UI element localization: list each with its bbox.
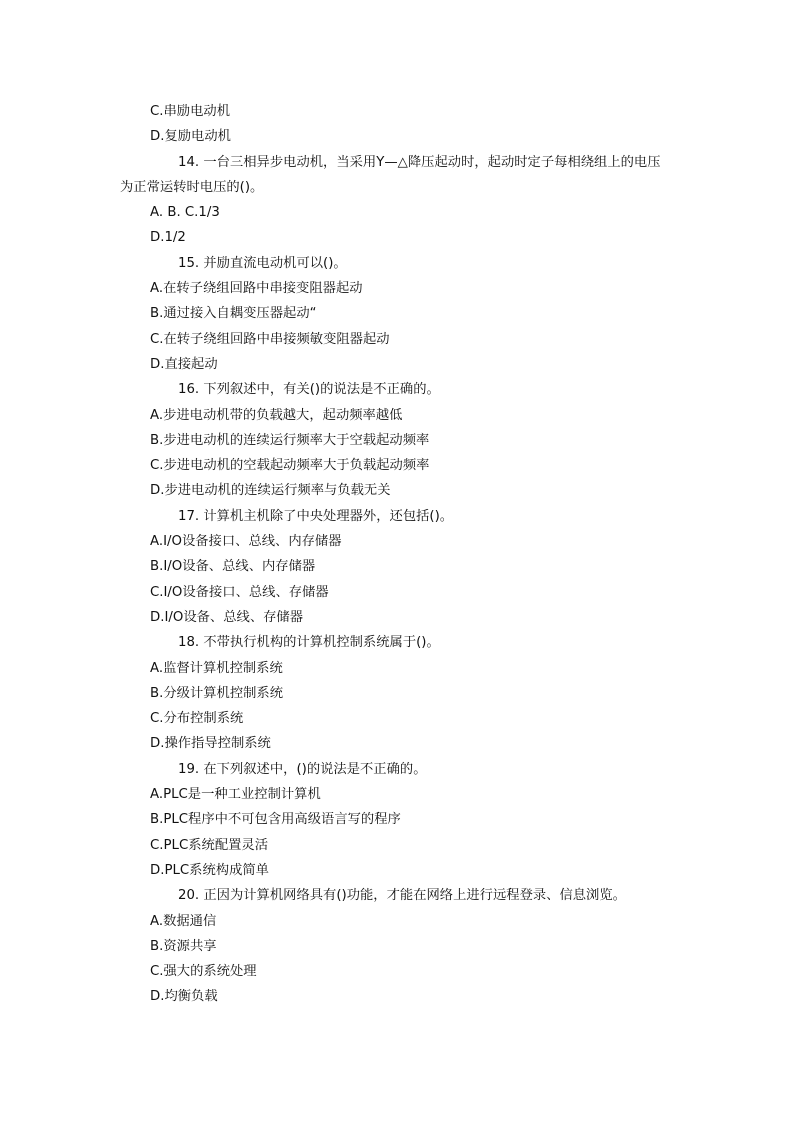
answer-option: D.步进电动机的连续运行频率与负载无关 [150,483,391,499]
question-text: 16. 下列叙述中，有关()的说法是不正确的。 [178,382,440,398]
answer-option: C.PLC系统配置灵活 [150,837,269,853]
answer-option: A.PLC是一种工业控制计算机 [150,787,321,803]
answer-option: A.监督计算机控制系统 [150,660,283,676]
answer-option: A.在转子绕组回路中串接变阻器起动 [150,281,363,297]
answer-option: B.I/O设备、总线、内存储器 [150,559,316,575]
answer-option: D.操作指导控制系统 [150,736,271,752]
question-text-continued: 为正常运转时电压的()。 [120,179,264,195]
answer-option: B.通过接入自耦变压器起动“ [150,306,317,322]
answer-option: D.复励电动机 [150,129,231,145]
question-text: 19. 在下列叙述中，()的说法是不正确的。 [178,761,427,777]
answer-option: C.步进电动机的空载起动频率大于负载起动频率 [150,458,430,474]
answer-option: B.资源共享 [150,938,217,954]
answer-option: D.直接起动 [150,356,218,372]
answer-option: C.串励电动机 [150,104,230,119]
answer-option: B.步进电动机的连续运行频率大于空载起动频率 [150,432,430,448]
answer-option: D.均衡负载 [150,989,218,1005]
answer-option: C.强大的系统处理 [150,964,257,980]
answer-option: A.数据通信 [150,913,217,929]
answer-option: A. B. C.1/3 [150,205,220,221]
question-text: 14. 一台三相异步电动机，当采用Y—△降压起动时，起动时定子每相绕组上的电压 [178,154,661,170]
answer-option: A.步进电动机带的负载越大，起动频率越低 [150,407,403,423]
answer-option: B.PLC程序中不可包含用高级语言写的程序 [150,812,401,828]
question-text: 15. 并励直流电动机可以()。 [178,255,347,271]
answer-option: D.PLC系统构成简单 [150,862,269,878]
answer-option: D.I/O设备、总线、存储器 [150,609,304,625]
answer-option: A.I/O设备接口、总线、内存储器 [150,534,342,550]
document-body [120,99,670,1010]
answer-option: B.分级计算机控制系统 [150,685,284,701]
answer-option: D.1/2 [150,230,186,246]
question-text: 20. 正因为计算机网络具有()功能，才能在网络上进行远程登录、信息浏览。 [178,888,626,904]
answer-option: C.I/O设备接口、总线、存储器 [150,584,329,600]
answer-option: C.在转子绕组回路中串接频敏变阻器起动 [150,331,390,347]
question-text: 18. 不带执行机构的计算机控制系统属于()。 [178,635,440,651]
question-text: 17. 计算机主机除了中央处理器外，还包括()。 [178,508,454,524]
answer-option: C.分布控制系统 [150,711,244,727]
